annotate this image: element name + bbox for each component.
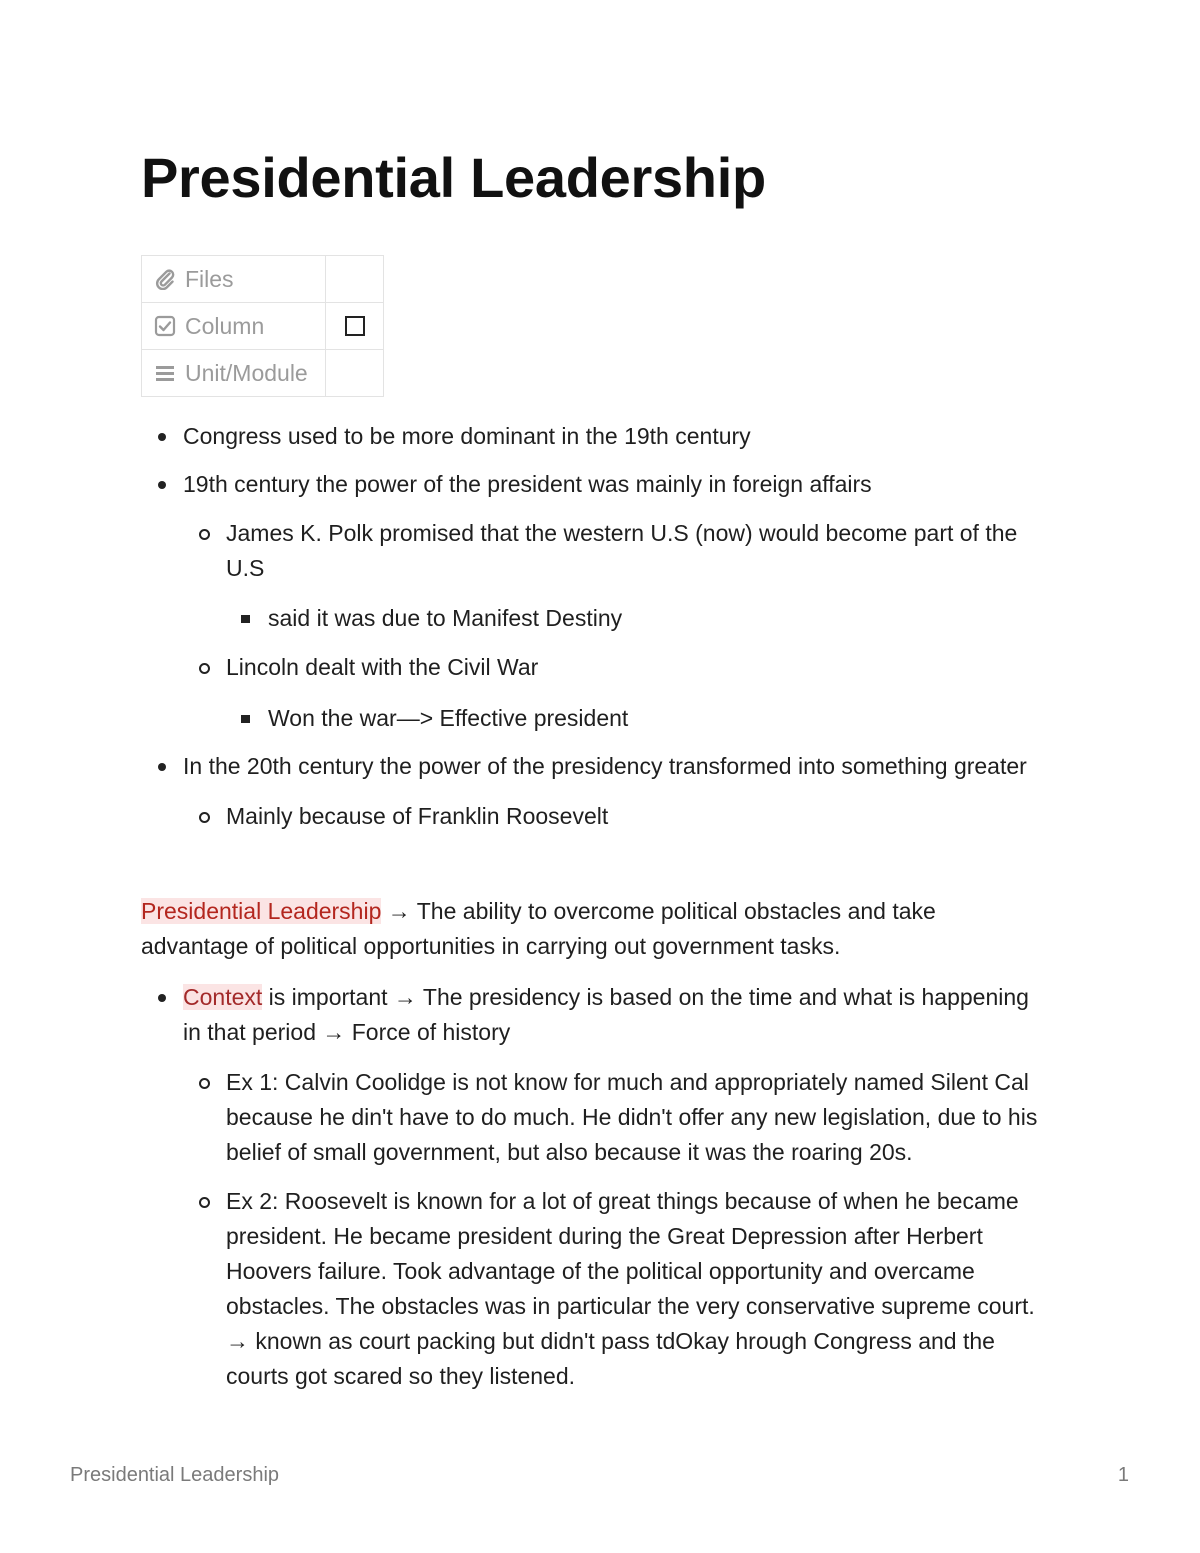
list-item: [226, 1065, 1037, 1170]
bullet-circle: [199, 812, 210, 823]
property-row-column: [142, 303, 384, 350]
property-row-unit-module: [142, 350, 384, 397]
properties-table: [141, 255, 384, 397]
list-item: [226, 516, 1017, 586]
list-item-text: president. He became president during the Great Depression after Herbert: [226, 1223, 983, 1249]
property-label: Files: [185, 265, 234, 292]
list-item: [226, 1184, 1035, 1394]
property-key-unit-module: [142, 350, 326, 397]
list-item-text: Ex 1: Calvin Coolidge is not know for much and appropriately named Silent Cal: [226, 1069, 1029, 1095]
list-item-text: U.S: [226, 555, 265, 581]
list-item-text: courts got scared so they listened.: [226, 1363, 576, 1389]
page-number: 1: [1117, 1464, 1129, 1486]
bullet-circle: [199, 1197, 210, 1208]
list-item: [183, 467, 872, 502]
bullet-dot: [158, 994, 166, 1002]
bullet-dot: [158, 481, 166, 489]
list-item: [183, 980, 1029, 1050]
bullet-circle: [199, 1078, 210, 1089]
list-item-text: In the 20th century the power of the presidency transformed into something greater: [183, 753, 1027, 779]
list-item-text: is important → The presidency is based on the time and what is happening: [262, 984, 1029, 1010]
definition-term: Presidential Leadership: [141, 898, 382, 924]
bullet-circle: [199, 529, 210, 540]
list-item-text: Won the war—> Effective president: [268, 705, 629, 731]
page-title: Presidential Leadership: [141, 146, 766, 209]
list-item-text: Hoovers failure. Took advantage of the political opportunity and overcame: [226, 1258, 975, 1284]
list-item-text: Mainly because of Franklin Roosevelt: [226, 803, 609, 829]
list-item-text: Congress used to be more dominant in the 19th century: [183, 423, 751, 449]
property-row-files: [142, 256, 384, 303]
list-item-text: belief of small government, but also because it was the roaring 20s.: [226, 1139, 913, 1165]
context-term: Context: [183, 984, 263, 1010]
footer-title: Presidential Leadership: [70, 1464, 280, 1486]
definition-text: → The ability to overcome political obstacles and take: [381, 898, 936, 924]
list-item-text: James K. Polk promised that the western U.S (now) would become part of the: [226, 520, 1018, 546]
property-label: Column: [185, 312, 265, 339]
list-item: [226, 650, 538, 685]
list-item-text: → known as court packing but didn't pass tdOkay hrough Congress and the: [226, 1328, 995, 1354]
list-item: [183, 419, 751, 454]
property-key-column: [142, 303, 326, 350]
list-item-text: said it was due to Manifest Destiny: [268, 605, 623, 631]
definition-paragraph: [141, 894, 936, 964]
property-value-column: [326, 303, 384, 350]
bullet-dot: [158, 763, 166, 771]
bullet-square: [241, 715, 250, 723]
list-item-text: Ex 2: Roosevelt is known for a lot of great things because of when he became: [226, 1188, 1019, 1214]
bullet-square: [241, 615, 250, 623]
list-item: [268, 601, 622, 636]
list-item: [183, 749, 1027, 784]
property-label: Unit/Module: [185, 359, 308, 386]
list-item-text: 19th century the power of the president was mainly in foreign affairs: [183, 471, 872, 497]
property-key-files: [142, 256, 326, 303]
property-value-unit-module[interactable]: [326, 350, 384, 397]
checkbox-icon: [154, 315, 176, 337]
list-item-text: in that period → Force of history: [183, 1019, 511, 1045]
definition-text: advantage of political opportunities in carrying out government tasks.: [141, 933, 841, 959]
paperclip-icon: [154, 268, 176, 290]
bullet-dot: [158, 433, 166, 441]
list-item-text: obstacles. The obstacles was in particular the very conservative supreme court.: [226, 1293, 1035, 1319]
list-icon: [154, 362, 176, 384]
list-item-text: because he din't have to do much. He didn't offer any new legislation, due to his: [226, 1104, 1038, 1130]
column-checkbox[interactable]: [345, 316, 365, 336]
list-item: [268, 701, 628, 736]
property-value-files[interactable]: [326, 256, 384, 303]
bullet-circle: [199, 663, 210, 674]
list-item: [226, 799, 608, 834]
list-item-text: Lincoln dealt with the Civil War: [226, 654, 539, 680]
